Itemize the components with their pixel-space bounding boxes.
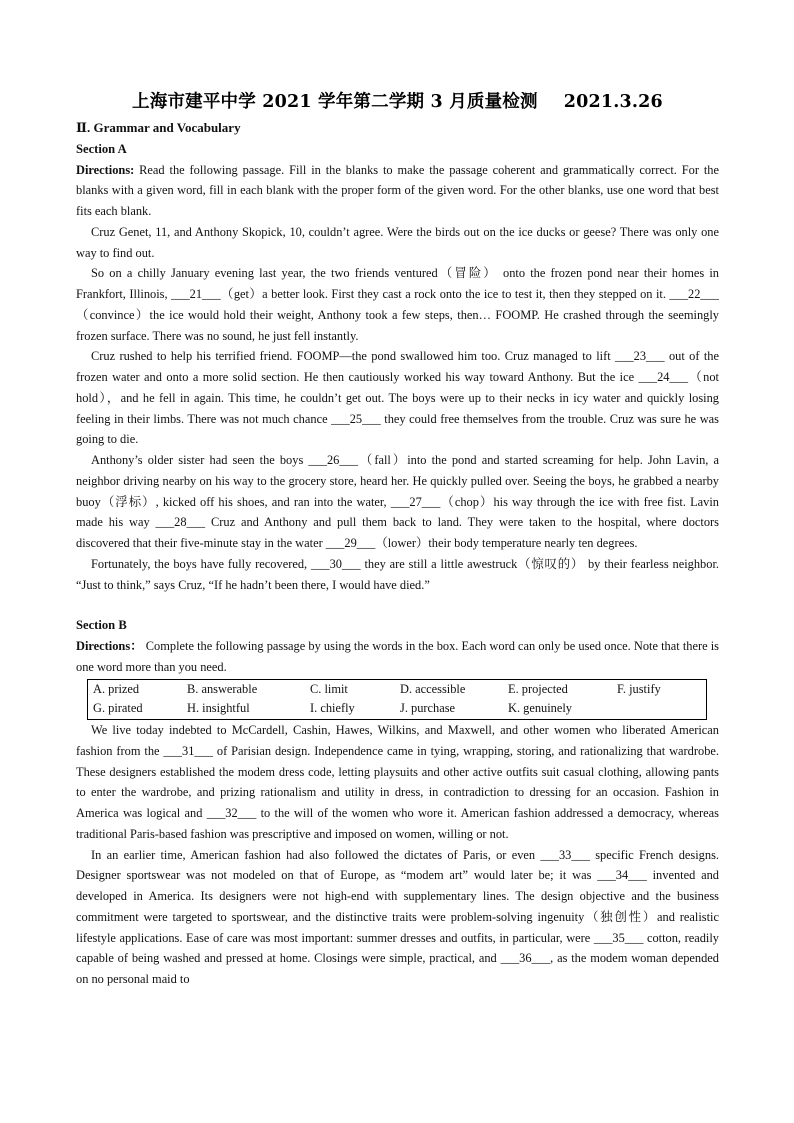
word-option: G. pirated <box>93 701 143 716</box>
paragraph: Cruz rushed to help his terrified friend. FOOMP—the pond swallowed him too. Cruz managed to lift ___23___ out of the frozen water and onto a more solid section. He then cautiously worked his way toward Anthony. But the ice ___24___（not hold），and he fell in again. This time, he couldn’t get out. The boys were up to their necks in icy water and quickly losing feeling in their limbs. There was not much chance ___25___ they could free themselves from the trouble. Cruz was sure he was going to die. <box>76 349 719 447</box>
directions-text: Complete the following passage by using the words in the box. Each word can only be used once. Note that there is one word more than you need. <box>76 639 719 674</box>
directions-label: Directions: <box>76 162 135 177</box>
document-body <box>76 118 719 990</box>
word-option: K. genuinely <box>508 701 573 716</box>
part-heading: Ⅱ. Grammar and Vocabulary <box>76 120 241 135</box>
paragraph: Cruz Genet, 11, and Anthony Skopick, 10, couldn’t agree. Were the birds out on the ice ducks or geese? There was only one way to find out. <box>76 224 719 260</box>
word-option: B. answerable <box>187 681 258 696</box>
word-option: C. limit <box>310 681 348 696</box>
section-a-directions <box>76 160 719 222</box>
directions-text: Read the following passage. Fill in the blanks to make the passage coherent and grammatically correct. For the blanks with a given word, fill in each blank with the proper form of the given word. For the other blanks, use one word that best fits each blank. <box>76 162 719 218</box>
page-title <box>76 88 719 113</box>
exam-date: 2021.3.26 <box>563 92 663 112</box>
word-option: F. justify <box>617 681 661 696</box>
spacer <box>76 595 719 615</box>
section-b-directions <box>76 636 719 678</box>
exam-title: 上海市建平中学 2021 学年第二学期 3 月质量检测 <box>132 92 538 112</box>
directions-label: Directions： <box>76 639 143 653</box>
paragraph: Fortunately, the boys have fully recovered, ___30___ they are still a little awestruck（惊叹的） by their fearless neighbor. “Just to think,” says Cruz, “If he hadn’t been there, I would have died.” <box>76 556 719 592</box>
paragraph: In an earlier time, American fashion had also followed the dictates of Paris, or even ___33___ specific French designs. Designer sportswear was not modeled on that of Europe, as “modem art” would later be; it was ___34___ invented and developed in America. Its designers were not high-end with supplementary lines. The design objective and the business commitment were targeted to sportswear, and the distinctive traits were problem-solving ingenuity（独创性）and realistic lifestyle applications. Ease of care was most important: summer dresses and outfits, in particular, were ___35___ cotton, readily capable of being washed and pressed at home. Closings were simple, practical, and ___36___, as the modem woman depended on no personal maid to <box>76 847 719 987</box>
word-box <box>87 679 707 721</box>
word-option: D. accessible <box>400 681 466 696</box>
word-option: E. projected <box>508 681 568 696</box>
word-option: J. purchase <box>400 701 456 716</box>
word-option: I. chiefly <box>310 701 355 716</box>
section-b-heading: Section B <box>76 618 127 633</box>
word-option: H. insightful <box>187 701 250 716</box>
paragraph: Anthony’s older sister had seen the boys ___26___（fall）into the pond and started screaming for help. John Lavin, a neighbor driving nearby on his way to the grocery store, heard her. He quickly pulled over. Seeing the boys, he grabbed a nearby buoy（浮标）, kicked off his shoes, and ran into the water, ___27___（chop）his way through the ice with free fist. Lavin made his way ___28___ Cruz and Anthony and pull them back to land. They were taken to the hospital, where doctors discovered that their five-minute stay in the water ___29___（lower）their body temperature nearly ten degrees. <box>76 453 719 550</box>
paragraph: We live today indebted to McCardell, Cashin, Hawes, Wilkins, and Maxwell, and other women who liberated American fashion from the ___31___ of Parisian design. Independence came in tying, wrapping, storing, and rationalizing that wardrobe. These designers established the modem dress code, letting playsuits and other active outfits suit casual clothing, allowing pants to enter the wardrobe, and prizing rationalism and utility in dress, in contradiction to dressing for an occasion. Fashion in America was logical and ___32___ to the will of the women who wore it. American fashion addressed a democracy, whereas traditional Paris-based fashion was prescriptive and imposed on women, willing or not. <box>76 723 719 841</box>
word-option: A. prized <box>93 681 140 696</box>
paragraph: So on a chilly January evening last year, the two friends ventured（冒险） onto the frozen pond near their homes in Frankfort, Illinois, ___21___（get）a better look. First they cast a rock onto the ice to test it, then they stepped on it. ___22___（convince）the ice would hold their weight, Anthony took a few steps, then… FOOMP. He crashed through the seemingly frozen surface. There was no sound, he just fell instantly. <box>76 266 719 343</box>
section-a-heading: Section A <box>76 141 127 156</box>
